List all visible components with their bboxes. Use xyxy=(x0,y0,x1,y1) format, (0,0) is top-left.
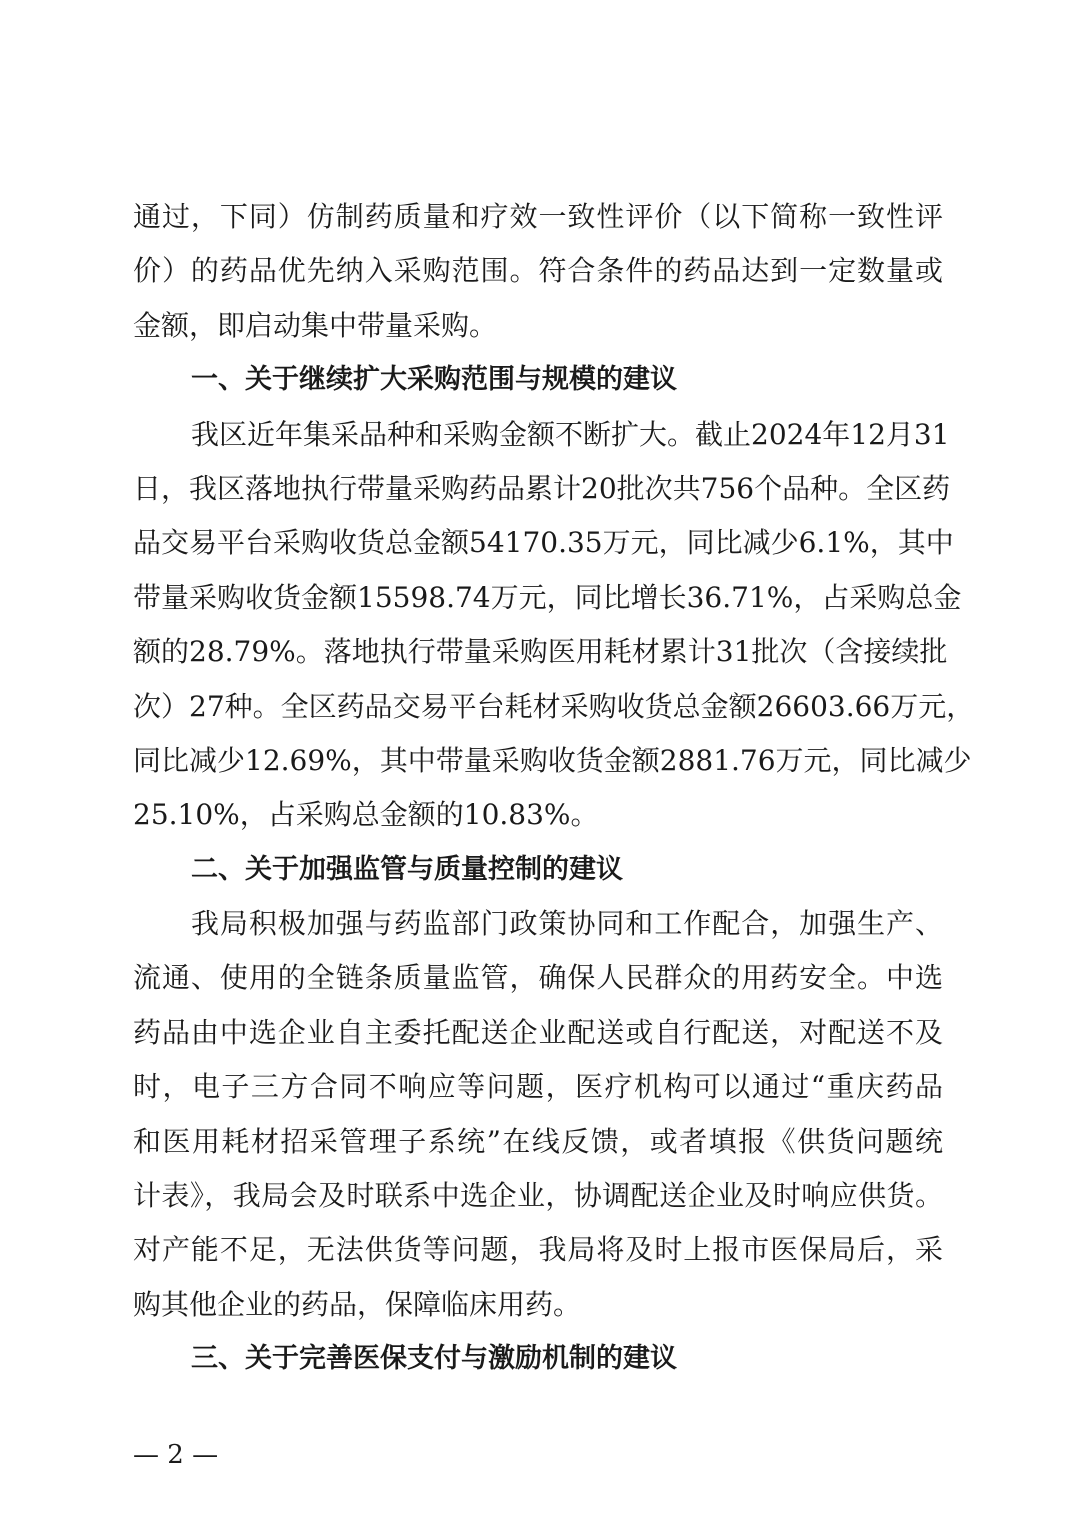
paragraph-line: 次）27种。全区药品交易平台耗材采购收货总金额26603.66万元， xyxy=(133,689,975,723)
paragraph-line: 金额，即启动集中带量采购。 xyxy=(133,308,498,342)
paragraph-line: 和医用耗材招采管理子系统”在线反馈，或者填报《供货问题统 xyxy=(133,1124,943,1158)
document-body xyxy=(133,190,975,1387)
section-heading: 二、关于加强监管与质量控制的建议 xyxy=(191,853,623,885)
page-number: — 2 — xyxy=(133,1440,219,1470)
paragraph-line: 我局积极加强与药监部门政策协同和工作配合，加强生产、 xyxy=(191,907,943,941)
paragraph-line: 通过，下同）仿制药质量和疗效一致性评价（以下简称一致性评 xyxy=(133,200,943,233)
paragraph-line: 购其他企业的药品，保障临床用药。 xyxy=(133,1287,582,1321)
paragraph-line: 品交易平台采购收货总金额54170.35万元，同比减少6.1%，其中 xyxy=(133,526,954,560)
paragraph-line: 25.10%，占采购总金额的10.83%。 xyxy=(133,798,599,832)
section-heading: 三、关于完善医保支付与激励机制的建议 xyxy=(191,1343,677,1375)
paragraph-line: 价）的药品优先纳入采购范围。符合条件的药品达到一定数量或 xyxy=(133,254,943,288)
section-heading: 一、关于继续扩大采购范围与规模的建议 xyxy=(191,364,677,396)
paragraph-line: 药品由中选企业自主委托配送企业配送或自行配送，对配送不及 xyxy=(133,1015,943,1049)
paragraph-line: 流通、使用的全链条质量监管，确保人民群众的用药安全。中选 xyxy=(133,961,943,995)
paragraph-line: 同比减少12.69%，其中带量采购收货金额2881.76万元，同比减少 xyxy=(133,743,972,777)
paragraph-line: 对产能不足，无法供货等问题，我局将及时上报市医保局后，采 xyxy=(133,1233,943,1267)
paragraph-line: 时，电子三方合同不响应等问题，医疗机构可以通过“重庆药品 xyxy=(133,1070,943,1104)
paragraph-line: 日，我区落地执行带量采购药品累计20批次共756个品种。全区药 xyxy=(133,471,951,505)
paragraph-line: 额的28.79%。落地执行带量采购医用耗材累计31批次（含接续批 xyxy=(133,635,948,669)
paragraph-line: 我区近年集采品种和采购金额不断扩大。截止2024年12月31 xyxy=(191,417,950,451)
paragraph-line: 计表》，我局会及时联系中选企业，协调配送企业及时响应供货。 xyxy=(133,1179,943,1213)
paragraph-line: 带量采购收货金额15598.74万元，同比增长36.71%，占采购总金 xyxy=(133,580,962,614)
